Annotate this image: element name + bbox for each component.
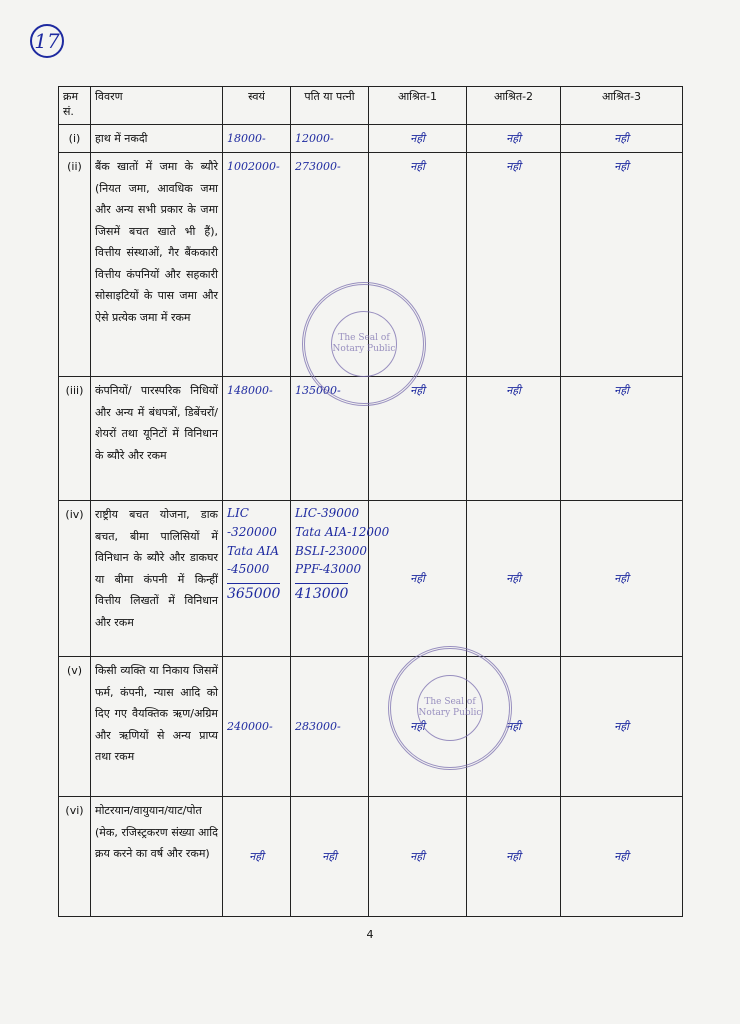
row-description: मोटरयान/वायुयान/याट/पोत (मेक, रजिस्ट्रकरण संख्या आदि क्रय करने का वर्ष और रकम) [91,797,223,917]
notary-seal-stamp [388,646,512,770]
row-description: किसी व्यक्ति या निकाय जिसमें फर्म, कंपनी, न्यास आदि को दिए गए वैयक्तिक ऋण/अग्रिम और ऋणियों से अन्य प्राप्य तथा रकम [91,657,223,797]
row-sno: (v) [59,657,91,797]
spouse-total: 413000 [295,583,348,606]
row-description: हाथ में नकदी [91,125,223,153]
row-sno: (vi) [59,797,91,917]
notary-seal-text: The Seal of Notary Public [417,675,483,741]
row-description: राष्ट्रीय बचत योजना, डाक बचत, बीमा पालिसियों में विनिधान के ब्यौरे और डाकघर या बीमा कंपनी में किन्हीं वित्तीय लिखतों में विनिधान और रकम [91,501,223,657]
self-value: 240000- [223,657,291,797]
table-row [59,125,683,153]
dependent-3-value: नही [561,501,683,657]
dependent-2-value: नही [467,797,561,917]
spouse-value: 12000- [291,125,369,153]
spouse-value: 273000- [291,153,369,377]
spouse-line: LIC-39000 [295,506,360,521]
self-total: 365000 [227,583,280,606]
row-sno: (i) [59,125,91,153]
dependent-2-value: नही [467,501,561,657]
spouse-value: 135000- [291,377,369,501]
header-description: विवरण [91,87,223,125]
row-sno: (iv) [59,501,91,657]
dependent-3-value: नही [561,125,683,153]
self-line: -45000 [227,562,270,577]
self-value: 18000- [223,125,291,153]
dependent-1-value: नही [369,153,467,377]
dependent-1-value: नही [369,797,467,917]
dependent-2-value: नही [467,153,561,377]
self-value [223,501,291,657]
row-sno: (iii) [59,377,91,501]
table-header-row [59,87,683,125]
table-row [59,797,683,917]
self-value: नही [223,797,291,917]
dependent-1-value: नही [369,125,467,153]
dependent-3-value: नही [561,153,683,377]
header-sno: क्रम सं. [59,87,91,125]
dependent-2-value: नही [467,377,561,501]
row-description: बैंक खातों में जमा के ब्यौरे (नियत जमा, आवधिक जमा और अन्य सभी प्रकार के जमा जिसमें बचत खाते भी हैं), वित्तीय संस्थाओं, गैर बैंककारी वित्तीय कंपनियों और सहकारी सोसाइटियों के पास जमा और ऐसे प्रत्येक जमा में रकम [91,153,223,377]
dependent-1-value: नही [369,501,467,657]
spouse-line: Tata AIA-12000 [295,525,390,540]
header-dependent-1: आश्रित-1 [369,87,467,125]
row-sno: (ii) [59,153,91,377]
dependent-2-value: नही [467,657,561,797]
dependent-2-value: नही [467,125,561,153]
spouse-value: नही [291,797,369,917]
self-value: 148000- [223,377,291,501]
handwritten-page-mark: 17 [30,24,64,58]
spouse-line: BSLI-23000 [295,543,367,558]
dependent-3-value: नही [561,797,683,917]
table-row [59,501,683,657]
self-line: -320000 [227,525,277,540]
dependent-3-value: नही [561,657,683,797]
spouse-value: 283000- [291,657,369,797]
header-spouse: पति या पत्नी [291,87,369,125]
dependent-1-value: नही [369,377,467,501]
spouse-line: PPF-43000 [295,562,362,577]
row-description: कंपनियों/ पारस्परिक निधियों और अन्य में बंधपत्रों, डिबेंचरों/ शेयरों तथा यूनिटों में विनिधान के ब्यौरे और रकम [91,377,223,501]
notary-seal-text: The Seal of Notary Public [331,311,397,377]
asset-declaration-table [58,86,683,917]
header-dependent-2: आश्रित-2 [467,87,561,125]
header-self: स्वयं [223,87,291,125]
table-row [59,657,683,797]
self-line: Tata AIA [227,543,280,558]
header-dependent-3: आश्रित-3 [561,87,683,125]
page-number: 4 [366,928,374,941]
self-line: LIC [227,506,249,521]
dependent-1-value: नही [369,657,467,797]
self-value: 1002000- [223,153,291,377]
notary-seal-stamp [302,282,426,406]
spouse-value [291,501,390,657]
dependent-3-value: नही [561,377,683,501]
